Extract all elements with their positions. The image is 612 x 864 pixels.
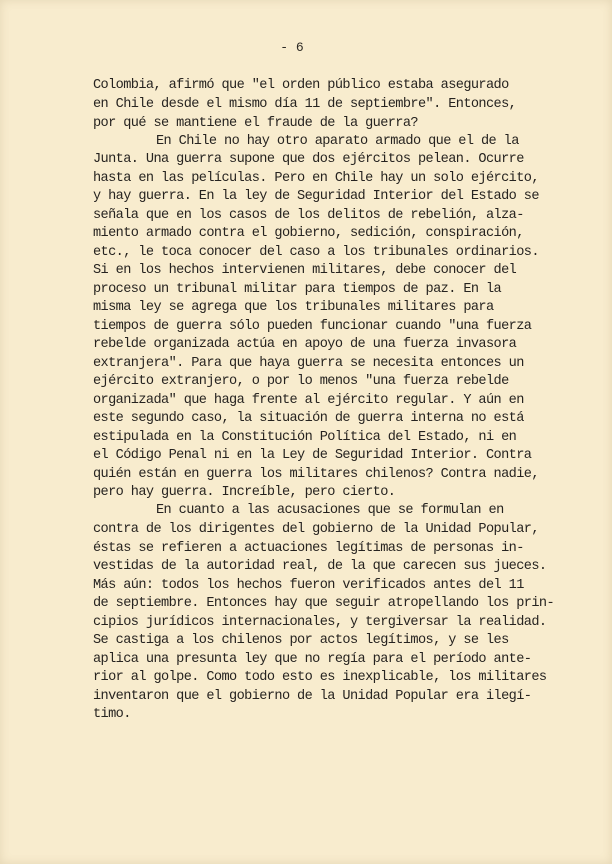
text-line: proceso un tribunal militar para tiempos de paz. En la — [93, 282, 502, 297]
text-line: extranjera". Para que haya guerra se necesita entonces un — [93, 356, 524, 371]
text-line: este segundo caso, la situación de guerra interna no está — [93, 411, 524, 426]
text-line: y hay guerra. En la ley de Seguridad Interior del Estado se — [93, 189, 539, 204]
text-line: rebelde organizada actúa en apoyo de una fuerza invasora — [93, 337, 517, 352]
text-line: organizada" que haga frente al ejército regular. Y aún en — [93, 393, 524, 408]
page-number: - 6 — [280, 40, 304, 55]
text-line: miento armado contra el gobierno, sedición, conspiración, — [93, 226, 524, 241]
text-line: Colombia, afirmó que "el orden público estaba asegurado — [93, 78, 509, 93]
text-line: timo. — [93, 707, 131, 722]
text-line: Más aún: todos los hechos fueron verificados antes del 11 — [93, 578, 524, 593]
text-line: éstas se refieren a actuaciones legítimas de personas in- — [93, 541, 524, 556]
text-line: Se castiga a los chilenos por actos legítimos, y se les — [93, 633, 509, 648]
text-line: En Chile no hay otro aparato armado que el de la — [156, 134, 519, 149]
text-line: señala que en los casos de los delitos de rebelión, alza- — [93, 208, 524, 223]
text-line: pero hay guerra. Increíble, pero cierto. — [93, 485, 396, 500]
text-line: inventaron que el gobierno de la Unidad Popular era ilegí- — [93, 689, 532, 704]
text-line: tiempos de guerra sólo pueden funcionar cuando "una fuerza — [93, 319, 532, 334]
text-line: de septiembre. Entonces hay que seguir atropellando los prin- — [93, 596, 555, 611]
text-line: En cuanto a las acusaciones que se formulan en — [156, 503, 504, 518]
text-line: por qué se mantiene el fraude de la guerra? — [93, 116, 418, 131]
text-line: aplica una presunta ley que no regía para el período ante- — [93, 652, 532, 667]
text-line: hasta en las películas. Pero en Chile hay un solo ejército, — [93, 171, 539, 186]
text-line: contra de los dirigentes del gobierno de la Unidad Popular, — [93, 522, 539, 537]
text-line: estipulada en la Constitución Política del Estado, ni en — [93, 430, 517, 445]
text-line: en Chile desde el mismo día 11 de septiembre". Entonces, — [93, 97, 517, 112]
text-line: vestidas de la autoridad real, de la que carecen sus jueces. — [93, 559, 547, 574]
text-line: rior al golpe. Como todo esto es inexplicable, los militares — [93, 670, 547, 685]
text-line: etc., le toca conocer del caso a los tribunales ordinarios. — [93, 245, 539, 260]
text-line: ejército extranjero, o por lo menos "una fuerza rebelde — [93, 374, 509, 389]
text-line: Si en los hechos intervienen militares, debe conocer del — [93, 263, 517, 278]
text-line: misma ley se agrega que los tribunales militares para — [93, 300, 494, 315]
text-line: quién están en guerra los militares chilenos? Contra nadie, — [93, 467, 539, 482]
text-line: cipios jurídicos internacionales, y tergiversar la realidad. — [93, 615, 547, 630]
text-line: Junta. Una guerra supone que dos ejércitos pelean. Ocurre — [93, 152, 524, 167]
text-line: el Código Penal ni en la Ley de Seguridad Interior. Contra — [93, 448, 532, 463]
